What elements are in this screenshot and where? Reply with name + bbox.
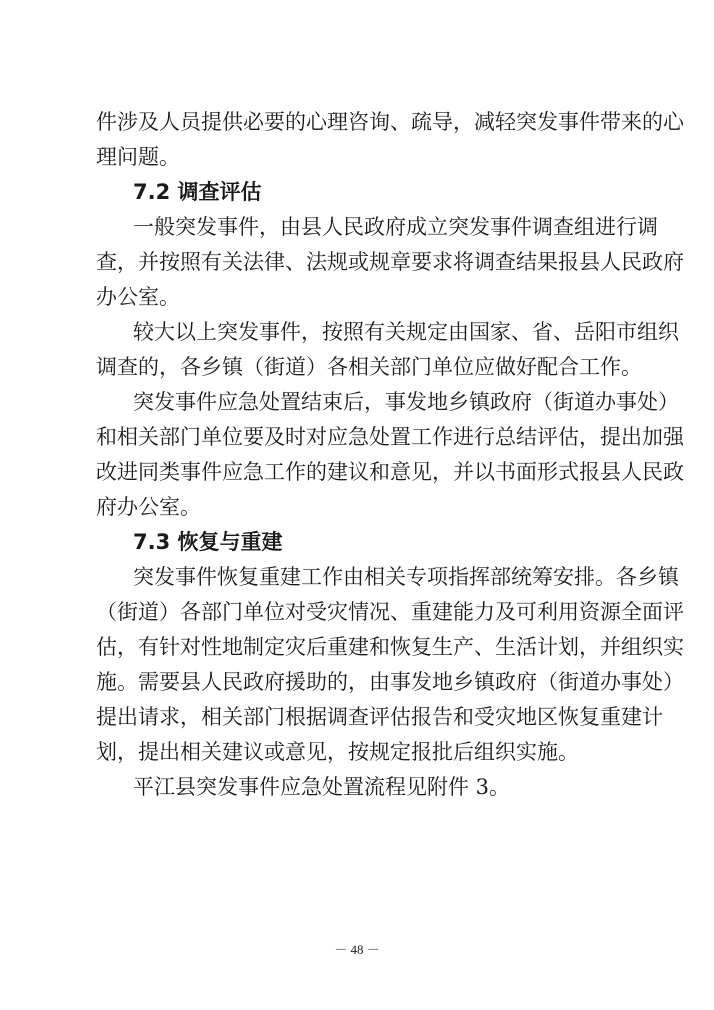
section-heading-7-2: 7.2 调查评估 <box>133 180 262 204</box>
paragraph-line: 平江县突发事件应急处置流程见附件 3。 <box>133 775 511 799</box>
paragraph-line: 件涉及人员提供必要的心理咨询、疏导，减轻突发事件带来的心 <box>96 110 684 134</box>
section-heading-7-3: 7.3 恢复与重建 <box>133 530 283 554</box>
paragraph-line: 较大以上突发事件，按照有关规定由国家、省、岳阳市组织 <box>133 320 679 344</box>
page-number: － 48 － <box>334 942 380 957</box>
paragraph-line: 划，提出相关建议或意见，按规定报批后组织实施。 <box>96 740 579 764</box>
paragraph-line: 改进同类事件应急工作的建议和意见，并以书面形式报县人民政 <box>96 460 684 484</box>
paragraph-line: 提出请求，相关部门根据调查评估报告和受灾地区恢复重建计 <box>96 705 663 729</box>
paragraph-line: 查，并按照有关法律、法规或规章要求将调查结果报县人民政府 <box>96 250 684 274</box>
paragraph-line: 和相关部门单位要及时对应急处置工作进行总结评估，提出加强 <box>96 425 684 449</box>
paragraph-line: 一般突发事件，由县人民政府成立突发事件调查组进行调 <box>133 215 658 239</box>
paragraph-line: 突发事件恢复重建工作由相关专项指挥部统筹安排。各乡镇 <box>133 565 679 589</box>
paragraph-line: 府办公室。 <box>96 495 201 519</box>
paragraph-line: 办公室。 <box>96 285 180 309</box>
paragraph-line: 突发事件应急处置结束后，事发地乡镇政府（街道办事处） <box>133 390 679 414</box>
paragraph-line: 理问题。 <box>96 145 180 169</box>
paragraph-line: （街道）各部门单位对受灾情况、重建能力及可利用资源全面评 <box>96 600 684 624</box>
paragraph-line: 调查的，各乡镇（街道）各相关部门单位应做好配合工作。 <box>96 355 642 379</box>
paragraph-line: 估，有针对性地制定灾后重建和恢复生产、生活计划，并组织实 <box>96 635 684 659</box>
paragraph-line: 施。需要县人民政府援助的，由事发地乡镇政府（街道办事处） <box>96 670 684 694</box>
